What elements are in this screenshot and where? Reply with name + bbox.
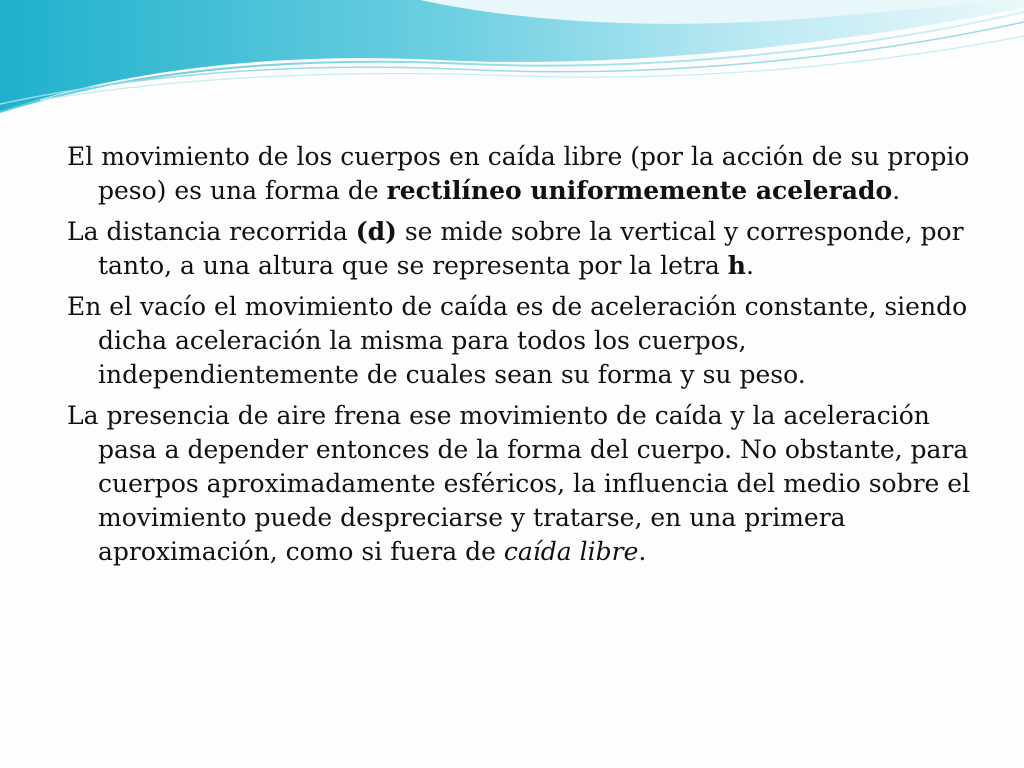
paragraph-distance	[67, 215, 972, 283]
paragraph-4-text: La presencia de aire frena ese movimiento de caída y la aceleración pasa a depender entonces de la forma del cuerpo. No obstante, para cuerpos aproximadamente esféricos, la influencia del medio sobre el movimiento puede despreciarse y tratarse, en una primera aproximación, como si fuera de	[67, 401, 971, 566]
paragraph-2-text-b: se mide sobre la vertical y corresponde, por tanto, a una altura que se representa por la letra	[98, 217, 964, 280]
paragraph-1-bold-term: rectilíneo uniformemente acelerado	[386, 176, 893, 205]
paragraph-4-italic-term: caída libre	[503, 537, 639, 566]
paragraph-1-end: .	[892, 176, 901, 205]
paragraph-air-resistance	[67, 399, 972, 569]
paragraph-2-text: La distancia recorrida	[67, 217, 356, 246]
paragraph-2-bold-h: h	[727, 251, 746, 280]
paragraph-1-text: El movimiento de los cuerpos en caída libre (por la acción de su propio peso) es una forma de	[67, 142, 970, 205]
paragraph-2-end: .	[745, 251, 754, 280]
slide-body	[67, 140, 972, 576]
paragraph-3-text: En el vacío el movimiento de caída es de aceleración constante, siendo dicha aceleración la misma para todos los cuerpos, independientemente de cuales sean su forma y su peso.	[67, 292, 968, 389]
paragraph-2-bold-d: (d)	[355, 217, 397, 246]
header-wave-decoration	[0, 0, 1024, 130]
paragraph-vacuum	[67, 290, 972, 392]
paragraph-4-end: .	[638, 537, 647, 566]
paragraph-free-fall-definition	[67, 140, 972, 208]
